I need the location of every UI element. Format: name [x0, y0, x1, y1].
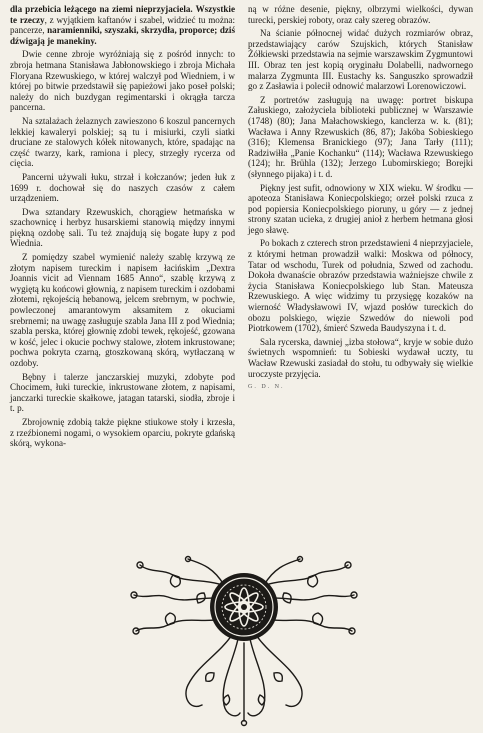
left-column-paragraph: Zbrojownię zdobią także piękne stiukowe stoły i krzesła, z rzeźbionemi nogami, o wysokiem oparciu, pokryte gdańską skórą, wykona-	[10, 416, 235, 449]
left-column-paragraph: Pancerni używali łuku, strzał i kołczanów; jeden łuk z 1699 r. dochował się do naszych czasów z całem urządzeniem.	[10, 171, 235, 204]
author-signature: G. D. N.	[248, 384, 285, 391]
left-column-paragraph: Na sztalażach żelaznych zawieszono 6 koszul pancernych lekkiej kawaleryi polskiej; są tu i misiurki, czyli siatki druciane ze stalowych kółek nitowanych, które, spadając na część twarzy, kark, ramiona i plecy, strzegły rycerza od cięcia.	[10, 115, 235, 169]
left-column	[10, 4, 235, 550]
left-column-paragraph: dla przebicia leżącego na ziemi nieprzyjaciela. Wszystkie te rzeczy, z wyjątkiem kaftanów i szabel, widzieć tu można: pancerze, naramienniki, szyszaki, skrzydła, proporce; dziś dźwigają je manekiny.	[10, 4, 235, 46]
floral-rosette-ornament	[128, 555, 360, 727]
right-column-paragraph: Na ścianie północnej widać dużych rozmiarów obraz, przedstawiający carów Szujskich, których Stanisław Żółkiewski przedstawia na sejmie warszawskim Zygmuntowi III. Obraz ten jest kopią oryginału Dolabelli, nadwornego malarza Zygmunta III. Eustachy ks. Sanguszko sprowadził go z Zasławia i polecił odnowić malarzowi Lorenowiczowi.	[248, 28, 473, 92]
left-column-paragraph: Bębny i talerze janczarskiej muzyki, zdobyte pod Chocimem, łuki tureckie, inkrustowane złotem, z napisami, janczarki tureckie skałkowe, jatagan tatarski, siodła, zbroje i t. p.	[10, 371, 235, 414]
right-column-paragraph: Piękny jest sufit, odnowiony w XIX wieku. W środku — apoteoza Stanisława Koniecpolskiego; orzeł polski rzuca z pod popiersia Koniecpolskiego pioruny, u góry — z jednej strony szatan ucieka, z drugiej anioł z herbem hetmana głosi jego sławę.	[248, 182, 473, 235]
right-column-paragraph: Sala rycerska, dawniej „izba stołowa“, kryje w sobie dużo świetnych wspomnień: tu Sobieski wydawał uczty, tu Wacław Rzewuski zasiadał do stołu, tu odbywały się wielkie uroczyste przyjęcia.	[248, 336, 473, 379]
right-column-paragraph: Po bokach z czterech stron przedstawieni 4 nieprzyjaciele, z którymi hetman prowadził walki: Moskwa od północy, Tatar od wschodu, Turek od południa, Szwed od zachodu. Dokoła dwanaście obrazów przedstawia ważniejsze chwile z życia Stanisława Koniecpolskiego lub Stan. Mateusza Rzewuskiego. A więc widzimy tu przysięgę kozaków na wierność Władysławowi IV, wjazd posłów tureckich do obozu polskiego, więzie Szwedów do niewoli pod Piotrkowem (1702), śmierć Szweda Baudyszyna i t. d.	[248, 238, 473, 334]
left-column-paragraph: Dwa sztandary Rzewuskich, chorągiew hetmańska w szachownicę i herbyz husarskiemi stanowią między innymi piękną ozdobę sali. Tu też znajdują się bogate łupy z pod Wiednia.	[10, 206, 235, 249]
text-columns	[10, 4, 474, 550]
right-column	[248, 4, 473, 550]
right-column-paragraph: Z portretów zasługują na uwagę: portret biskupa Załuskiego, założyciela biblioteki publicznej w Warszawie (1748) (80); Jana Małachowskiego, kanclerza w. k. (81); Wacława i Anny Rzewuskich (86, 87); Jakóba Sobieskiego (316); Klemensa Branickiego (97); Jana Tarły (111); Radziwiłła „Panie Kochanku“ (114); Wacława Rzewuskiego (124); hr. Brühla (132); Jerzego Lubomirskiego; Borejki (słynnego pijaka) i t. d.	[248, 94, 473, 179]
left-column-paragraph: Z pomiędzy szabel wymienić należy szablę krzywą ze złotym napisem tureckim i napisem łacińskim „Dextra Joannis vicit ad Viennam 1685 Anno“, szablę krzywą z wygiętą ku końcowi głownią, z napisem tureckim i ozdobami złotemi, rękojeścią hebanową, jelcem srebrnym, w pochwie, powleczonej amarantowym aksamitem z okuciami srebrnemi; na uwagę zasługuje szabla Jana III z pod Wiednia; szabla perska, której głownię zdobi tewek, rękojeść, gzowana w kość, jelec i okucie pochwy stalowe, złotem inkrustowane; pochwa pokryta czarną, gtoszkowaną skórą, wytłaczaną w ozdoby.	[10, 252, 235, 368]
right-column-paragraph: ną w różne desenie, piękny, olbrzymi wielkości, dywan turecki, perskiej roboty, oraz cały szereg obrazów.	[248, 4, 473, 25]
left-column-paragraph: Dwie cenne zbroje wyróżniają się z pośród innych: to zbroja hetmana Stanisława Jabłonowskiego i zbroja Michała Floryana Rzewuskiego, w której walczył pod Wiedniem, i w której po bitwie przedstawił się papieżowi jako poseł polski; należy do nich buzdygan regimentarski i okrągła tarcza pancerna.	[10, 49, 235, 113]
right-column-body	[248, 4, 473, 379]
